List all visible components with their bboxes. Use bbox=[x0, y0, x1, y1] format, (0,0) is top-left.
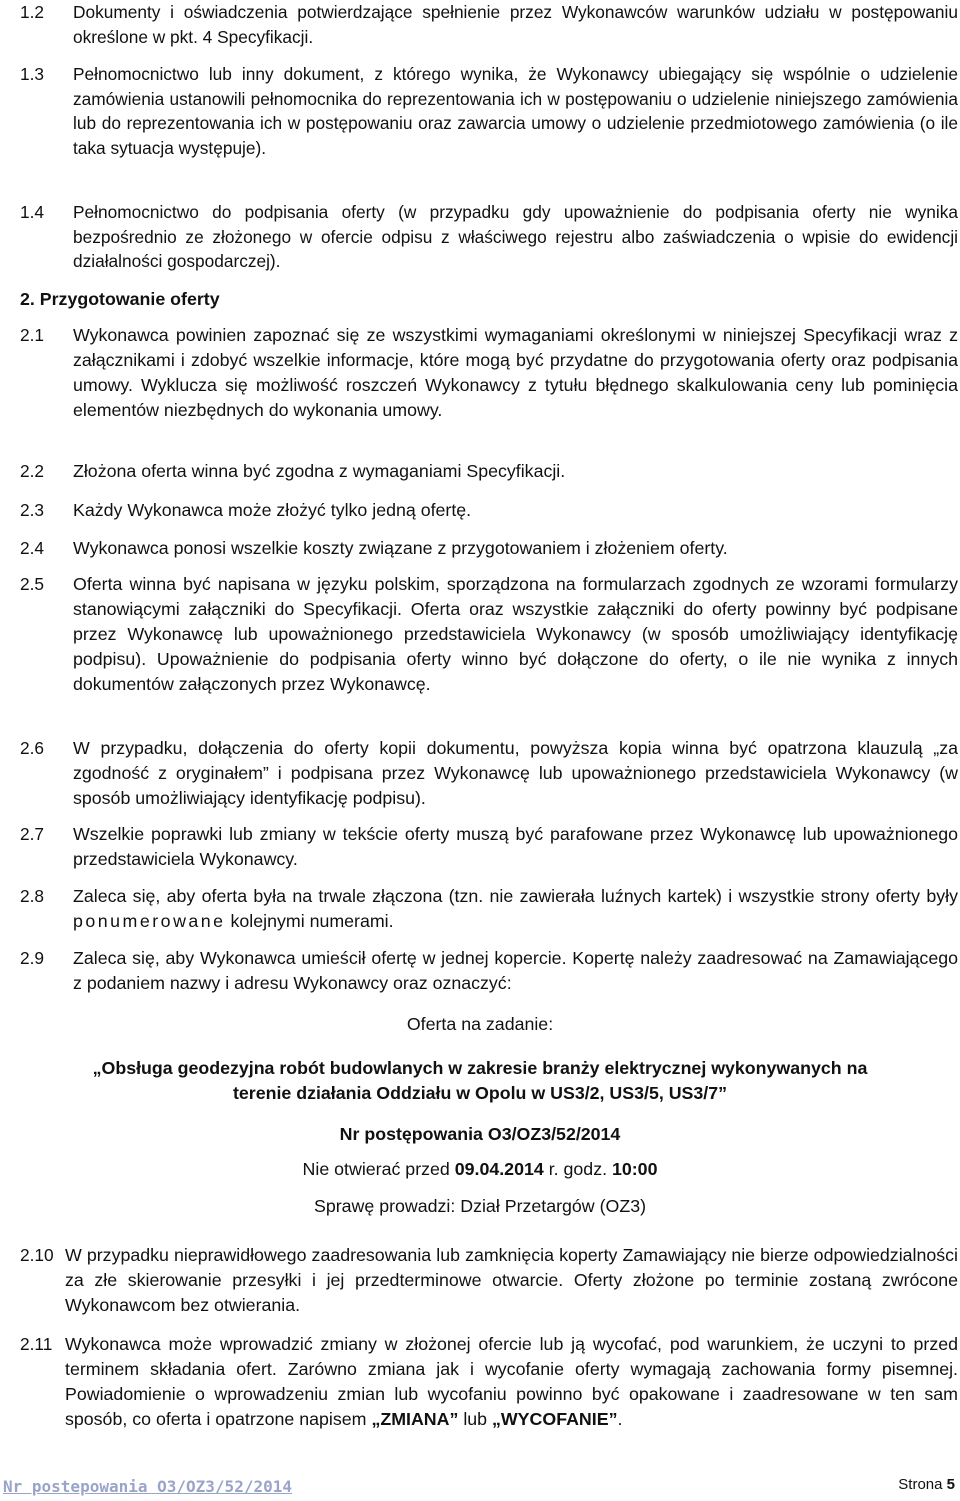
item-number: 2.8 bbox=[20, 886, 45, 906]
item-text bbox=[65, 1332, 958, 1432]
item-number: 2.3 bbox=[20, 500, 45, 520]
item-2-1 bbox=[20, 323, 958, 423]
item-2-4 bbox=[20, 536, 958, 561]
item-1-4 bbox=[20, 200, 958, 274]
envelope-number: Nr postępowania O3/OZ3/52/2014 bbox=[339, 1124, 621, 1144]
item-number: 1.3 bbox=[20, 64, 45, 84]
item-2-11 bbox=[20, 1332, 958, 1432]
spaced-word: ponumerowane bbox=[73, 911, 226, 931]
item-text: Pełnomocnictwo lub inny dokument, z którego wynika, że Wykonawcy ubiegający się wspólnie o udzielenie zamówienia ustanowili pełnomocnika do reprezentowania ich w postępowaniu o udzielenie niniejszego zamówienia lub do reprezentowania ich w postępowaniu oraz zawarcia umowy o udzielenie przedmiotowego zamówienia (o ile taka sytuacja występuje). bbox=[73, 64, 958, 158]
item-2-6 bbox=[20, 736, 958, 811]
item-text: Każdy Wykonawca może złożyć tylko jedną ofertę. bbox=[73, 500, 472, 520]
item-2-3 bbox=[20, 498, 958, 523]
item-number: 2.10 bbox=[20, 1245, 54, 1265]
item-1-3 bbox=[20, 62, 958, 160]
envelope-title-line-2: terenie działania Oddziału w Opolu w US3/2, US3/5, US3/7” bbox=[232, 1083, 728, 1103]
item-text: Wykonawca powinien zapoznać się ze wszystkimi wymaganiami określonymi w niniejszej Specyfikacji wraz z załącznikami i zdobyć wszelkie informacje, które mogą być przydatne do przygotowania oferty oraz podpisania umowy. Wyklucza się możliwość roszczeń Wykonawcy z tytułu błędnego skalkulowania ceny lub pominięcia elementów niezbędnych do wykonania umowy. bbox=[73, 325, 958, 420]
item-text: Pełnomocnictwo do podpisania oferty (w przypadku gdy upoważnienie do podpisania oferty nie wynika bezpośrednio ze złożonego w ofercie odpisu z właściwego rejestru albo zaświadczenia o wpisie do ewidencji działalności gospodarczej). bbox=[73, 202, 958, 271]
item-text: Zaleca się, aby Wykonawca umieścił ofertę w jednej kopercie. Kopertę należy zaadresować na Zamawiającego z podaniem nazwy i adresu Wykonawcy oraz oznaczyć: bbox=[73, 948, 958, 993]
page-number: 5 bbox=[946, 1476, 955, 1493]
item-number: 2.2 bbox=[20, 461, 45, 481]
item-text-part: Zaleca się, aby oferta była na trwale złączona (tzn. nie zawierała luźnych kartek) i wszystkie strony oferty były bbox=[73, 886, 958, 906]
item-number: 2.9 bbox=[20, 948, 45, 968]
bold-word: „WYCOFANIE” bbox=[492, 1409, 618, 1429]
item-number: 2.4 bbox=[20, 538, 45, 558]
item-2-2 bbox=[20, 459, 958, 484]
item-number: 2.11 bbox=[20, 1334, 53, 1354]
footer-reference: Nr postepowania O3/OZ3/52/2014 bbox=[3, 1477, 292, 1496]
page-label: Strona bbox=[898, 1476, 943, 1493]
open-text: r. godz. bbox=[548, 1159, 608, 1179]
item-number: 2.5 bbox=[20, 574, 45, 594]
item-text: Wykonawca ponosi wszelkie koszty związane z przygotowaniem i złożeniem oferty. bbox=[73, 538, 728, 558]
item-text-part: lub bbox=[463, 1409, 488, 1429]
section-heading: 2. Przygotowanie oferty bbox=[20, 289, 220, 309]
item-text-part: . bbox=[617, 1409, 623, 1429]
item-text: Wszelkie poprawki lub zmiany w tekście oferty muszą być parafowane przez Wykonawcę lub upoważnionego przedstawiciela Wykonawcy. bbox=[73, 824, 958, 869]
item-text: Dokumenty i oświadczenia potwierdzające spełnienie przez Wykonawców warunków udziału w postępowaniu określone w pkt. 4 Specyfikacji. bbox=[73, 2, 958, 47]
open-time: 10:00 bbox=[611, 1159, 658, 1179]
footer-page bbox=[898, 1476, 955, 1493]
item-text: W przypadku nieprawidłowego zaadresowania lub zamknięcia koperty Zamawiający nie bierze odpowiedzialności za złe skierowanie przesyłki i jej przedterminowe otwarcie. Oferty złożone po terminie zostaną zwrócone Wykonawcom bez otwierania. bbox=[65, 1245, 958, 1315]
item-1-2 bbox=[20, 0, 958, 49]
item-text-part: Wykonawca może wprowadzić zmiany w złożonej ofercie lub ją wycofać, pod warunkiem, że uczyni to przed terminem składania ofert. Zarówno zmiana jak i wycofanie oferty wymagają zachowania formy pisemnej. Powiadomienie o wprowadzeniu zmian lub wycofaniu powinno być opakowane i zaadresowane w ten sam sposób, co oferta i opatrzone napisem bbox=[65, 1334, 958, 1429]
envelope-open-date bbox=[0, 1157, 960, 1181]
item-2-7 bbox=[20, 822, 958, 872]
bold-word: „ZMIANA” bbox=[371, 1409, 459, 1429]
envelope-title-line-1: „Obsługa geodezyjna robót budowlanych w zakresie branży elektrycznej wykonywanych na bbox=[92, 1058, 868, 1078]
item-2-9 bbox=[20, 946, 958, 996]
item-text: W przypadku, dołączenia do oferty kopii dokumentu, powyższa kopia winna być opatrzona klauzulą „za zgodność z oryginałem” i podpisana przez Wykonawcę lub upoważnionego przedstawiciela Wykonawcy (w sposób umożliwiający identyfikację podpisu). bbox=[73, 738, 958, 808]
envelope-handler: Sprawę prowadzi: Dział Przetargów (OZ3) bbox=[313, 1196, 647, 1216]
item-text: Oferta winna być napisana w języku polskim, sporządzona na formularzach zgodnych ze wzorami formularzy stanowiącymi załączniki do Specyfikacji. Oferta oraz wszystkie załączniki do oferty powinny być podpisane przez Wykonawcę lub upoważnionego przedstawiciela Wykonawcy (w sposób umożliwiający identyfikację podpisu). Upoważnienie do podpisania oferty winno być dołączone do oferty, o ile nie wynika z innych dokumentów załączonych przez Wykonawcę. bbox=[73, 574, 958, 694]
item-number: 2.7 bbox=[20, 824, 45, 844]
item-2-5 bbox=[20, 572, 958, 697]
item-text bbox=[73, 884, 958, 934]
envelope-label: Oferta na zadanie: bbox=[406, 1014, 554, 1034]
item-number: 2.1 bbox=[20, 325, 45, 345]
open-date: 09.04.2014 bbox=[454, 1159, 544, 1179]
item-number: 1.2 bbox=[20, 2, 45, 22]
item-number: 1.4 bbox=[20, 202, 45, 222]
item-2-10 bbox=[20, 1243, 958, 1318]
item-text: Złożona oferta winna być zgodna z wymaganiami Specyfikacji. bbox=[73, 461, 566, 481]
open-text: Nie otwierać przed bbox=[302, 1159, 450, 1179]
item-text-part: kolejnymi numerami. bbox=[230, 911, 394, 931]
item-2-8 bbox=[20, 884, 958, 934]
item-number: 2.6 bbox=[20, 738, 45, 758]
